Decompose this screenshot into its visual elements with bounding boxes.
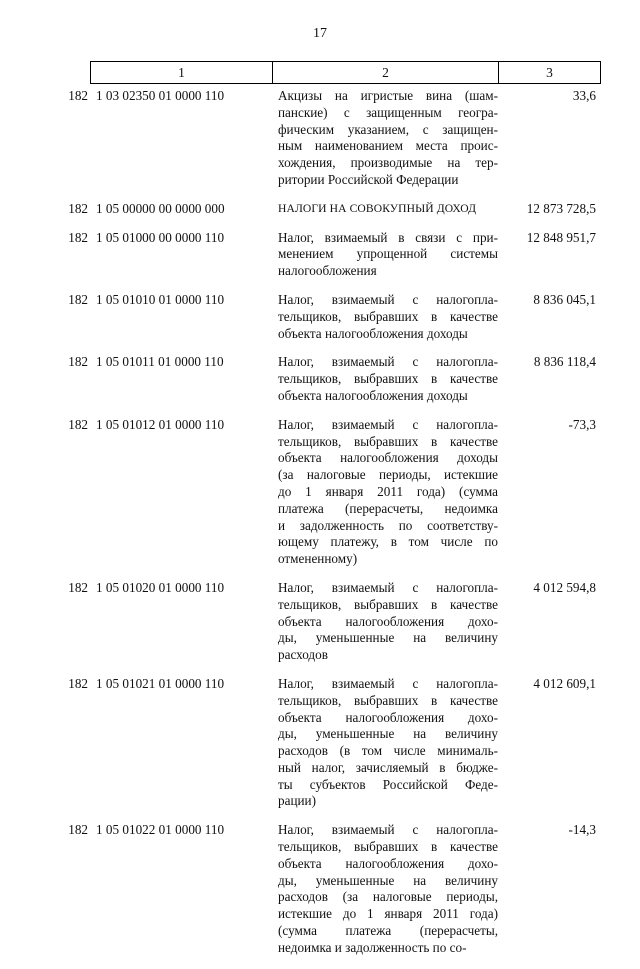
- column-header-1: 1: [91, 62, 273, 84]
- income-name: [272, 88, 498, 189]
- income-name-line: расходов (в том числе минималь-: [278, 743, 498, 759]
- admin-code: 182: [68, 416, 88, 432]
- revenue-rows: [0, 88, 640, 969]
- income-name-line: тельщиков, выбравших в качестве: [278, 371, 498, 387]
- income-name-line: расходов (за налоговые периоды,: [278, 889, 498, 905]
- income-name: [272, 201, 498, 218]
- income-name-line: тельщиков, выбравших в качестве: [278, 839, 498, 855]
- income-name-line: Налог, взимаемый с налогопла-: [278, 291, 498, 307]
- income-name: [272, 822, 498, 956]
- income-name-line: хождения, производимые на тер-: [278, 155, 498, 171]
- table-row: [0, 292, 640, 342]
- income-name-line: тельщиков, выбравших в качестве: [278, 308, 498, 324]
- income-name-line: объекта налогообложения доходы: [278, 387, 468, 403]
- admin-code: 182: [68, 200, 88, 216]
- income-name-line: Акцизы на игристые вина (шам-: [278, 88, 498, 103]
- income-name-line: ды, уменьшенные на величину: [278, 630, 498, 646]
- income-name-line: (за налоговые периоды, истекшие: [278, 467, 498, 483]
- admin-code: 182: [68, 822, 88, 838]
- page-number: 17: [313, 26, 327, 41]
- table-row: [0, 417, 640, 568]
- income-name: [272, 417, 498, 568]
- income-name-line: тельщиков, выбравших в качестве: [278, 692, 498, 708]
- income-name-line: ды, уменьшенные на величину: [278, 726, 498, 742]
- admin-code: 182: [68, 579, 88, 595]
- income-name-line: ный налог, зачисляемый в бюдже-: [278, 759, 498, 775]
- income-name-line: объекта налогообложения доходы: [278, 325, 468, 341]
- amount: 4 012 609,1: [533, 675, 596, 691]
- table-row: [0, 230, 640, 280]
- income-name-line: объекта налогообложения дохо-: [278, 613, 498, 629]
- income-name-line: НАЛОГИ НА СОВОКУПНЫЙ ДОХОД: [278, 201, 477, 215]
- income-name-line: менением упрощенной системы: [278, 246, 498, 262]
- income-name-line: Налог, взимаемый с налогопла-: [278, 579, 498, 595]
- income-name-line: недоимка и задолженность по со-: [278, 939, 467, 955]
- column-header-2: 2: [273, 62, 499, 84]
- table-row: [0, 201, 640, 218]
- table-row: [0, 676, 640, 810]
- table-row: [0, 354, 640, 404]
- income-name-line: ды, уменьшенные на величину: [278, 872, 498, 888]
- income-name-line: тельщиков, выбравших в качестве: [278, 596, 498, 612]
- amount: 4 012 594,8: [533, 579, 596, 595]
- income-name-line: истекшие до 1 января 2011 года): [278, 906, 498, 922]
- income-name-line: (сумма платежа (перерасчеты,: [278, 923, 498, 939]
- income-name-line: панские) с защищенным геогра-: [278, 104, 498, 120]
- income-name-line: расходов: [278, 647, 328, 663]
- income-name-line: Налог, взимаемый с налогопла-: [278, 416, 498, 432]
- budget-classification-code: 1 05 01022 01 0000 110: [96, 822, 225, 838]
- income-name: [272, 292, 498, 342]
- income-name-line: и задолженность по соответству-: [278, 517, 498, 533]
- income-name-line: ритории Российской Федерации: [278, 171, 459, 187]
- income-name: [272, 230, 498, 280]
- budget-classification-code: 1 05 00000 00 0000 000: [96, 200, 225, 216]
- income-name: [272, 676, 498, 810]
- table-row: [0, 822, 640, 956]
- admin-code: 182: [68, 354, 88, 370]
- admin-code: 182: [68, 88, 88, 103]
- income-name-line: Налог, взимаемый с налогопла-: [278, 822, 498, 838]
- table-row: [0, 580, 640, 664]
- amount: 12 873 728,5: [526, 200, 596, 216]
- amount: -73,3: [568, 416, 596, 432]
- admin-code: 182: [68, 675, 88, 691]
- budget-classification-code: 1 05 01000 00 0000 110: [96, 229, 225, 245]
- income-name-line: объекта налогообложения дохо-: [278, 855, 498, 871]
- table-row: [0, 88, 640, 189]
- budget-classification-code: 1 05 01010 01 0000 110: [96, 291, 225, 307]
- income-name-line: ющему платежу, в том числе по: [278, 534, 498, 550]
- income-name-line: платежа (перерасчеты, недоимка: [278, 500, 498, 516]
- income-name-line: отмененному): [278, 551, 358, 567]
- income-name-line: фическим указанием, с защищен-: [278, 121, 498, 137]
- amount: -14,3: [568, 822, 596, 838]
- income-name-line: объекта налогообложения доходы: [278, 450, 498, 466]
- amount: 12 848 951,7: [526, 229, 596, 245]
- income-name-line: ты субъектов Российской Феде-: [278, 776, 498, 792]
- income-name-line: тельщиков, выбравших в качестве: [278, 433, 498, 449]
- budget-classification-code: 1 05 01011 01 0000 110: [96, 354, 224, 370]
- budget-classification-code: 1 05 01020 01 0000 110: [96, 579, 225, 595]
- admin-code: 182: [68, 229, 88, 245]
- budget-classification-code: 1 05 01012 01 0000 110: [96, 416, 225, 432]
- income-name-line: ным наименованием места проис-: [278, 138, 498, 154]
- income-name: [272, 580, 498, 664]
- amount: 33,6: [572, 88, 596, 103]
- income-name-line: рации): [278, 793, 317, 809]
- income-name-line: до 1 января 2011 года) (сумма: [278, 483, 498, 499]
- income-name-line: налогообложения: [278, 263, 377, 279]
- income-name-line: Налог, взимаемый в связи с при-: [278, 229, 498, 245]
- amount: 8 836 045,1: [533, 291, 596, 307]
- income-name-line: Налог, взимаемый с налогопла-: [278, 354, 498, 370]
- amount: 8 836 118,4: [533, 354, 596, 370]
- budget-classification-code: 1 05 01021 01 0000 110: [96, 675, 225, 691]
- income-name: [272, 354, 498, 404]
- column-header-3: 3: [499, 62, 601, 84]
- budget-classification-code: 1 03 02350 01 0000 110: [96, 88, 225, 103]
- income-name-line: Налог, взимаемый с налогопла-: [278, 675, 498, 691]
- admin-code: 182: [68, 291, 88, 307]
- income-name-line: объекта налогообложения дохо-: [278, 709, 498, 725]
- column-header-table: [90, 61, 601, 84]
